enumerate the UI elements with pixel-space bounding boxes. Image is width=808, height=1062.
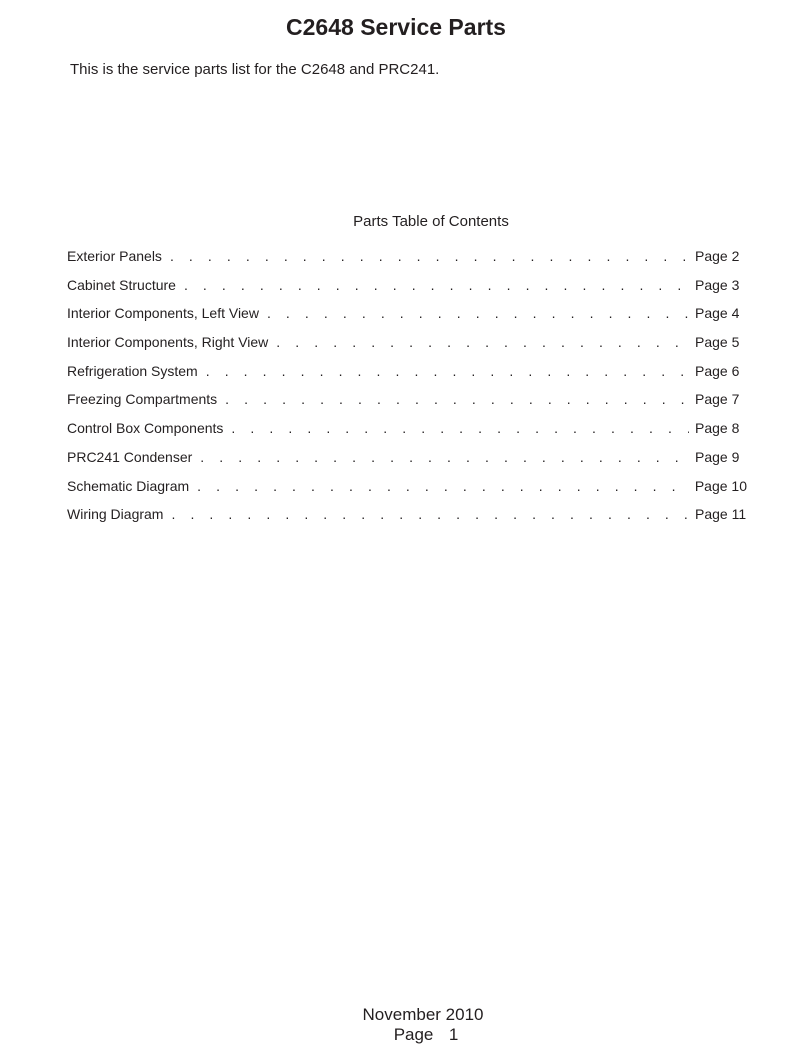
toc-entry-label: Interior Components, Right View [67,334,269,351]
page-title: C2648 Service Parts [286,14,506,40]
toc-entry-interior-left[interactable] [67,303,747,332]
toc-entry-cabinet-structure[interactable] [67,275,747,304]
toc-entry-schematic-diagram[interactable] [67,476,747,505]
dot-leader [206,361,689,381]
toc-entry-label: Control Box Components [67,420,224,437]
toc-entry-page: Page 9 [695,448,740,465]
toc-entry-label: Interior Components, Left View [67,305,259,322]
toc-entry-page: Page 10 [694,477,747,494]
footer-date: November 2010 [362,1005,484,1024]
toc-entry-refrigeration-system[interactable] [67,361,747,390]
toc-entry-exterior-panels[interactable] [67,246,747,275]
dot-leader [276,332,689,352]
toc-entry-page: Page 11 [695,506,747,523]
toc-entry-label: Schematic Diagram [67,477,190,494]
dot-leader [231,418,689,438]
toc-entry-page: Page 5 [695,334,740,351]
dot-leader [225,389,689,409]
toc-entry-label: Wiring Diagram [67,506,164,523]
toc-entry-label: Exterior Panels [67,248,162,264]
toc-entry-freezing-compartments[interactable] [67,389,747,418]
toc-list [67,246,747,533]
toc-entry-page: Page 3 [695,276,740,293]
dot-leader [200,447,689,467]
dot-leader [170,246,689,266]
toc-heading: Parts Table of Contents [353,213,509,230]
toc-entry-label: Freezing Compartments [67,391,218,408]
toc-entry-prc241-condenser[interactable] [67,447,747,476]
toc-entry-label: Cabinet Structure [67,276,176,293]
dot-leader [197,476,689,496]
toc-entry-wiring-diagram[interactable] [67,504,747,533]
toc-entry-page: Page 2 [695,248,740,264]
toc-entry-page: Page 6 [695,362,740,379]
toc-entry-page: Page 8 [695,420,740,437]
toc-entry-label: Refrigeration System [67,362,198,379]
footer-page-number: Page 1 [393,1025,459,1044]
toc-entry-page: Page 4 [695,305,740,322]
toc-entry-control-box[interactable] [67,418,747,447]
toc-entry-interior-right[interactable] [67,332,747,361]
dot-leader [171,504,689,524]
toc-entry-page: Page 7 [695,391,740,408]
intro-text: This is the service parts list for the C2648 and PRC241. [70,61,440,78]
dot-leader [267,303,689,323]
dot-leader [184,275,689,295]
toc-entry-label: PRC241 Condenser [67,448,193,465]
